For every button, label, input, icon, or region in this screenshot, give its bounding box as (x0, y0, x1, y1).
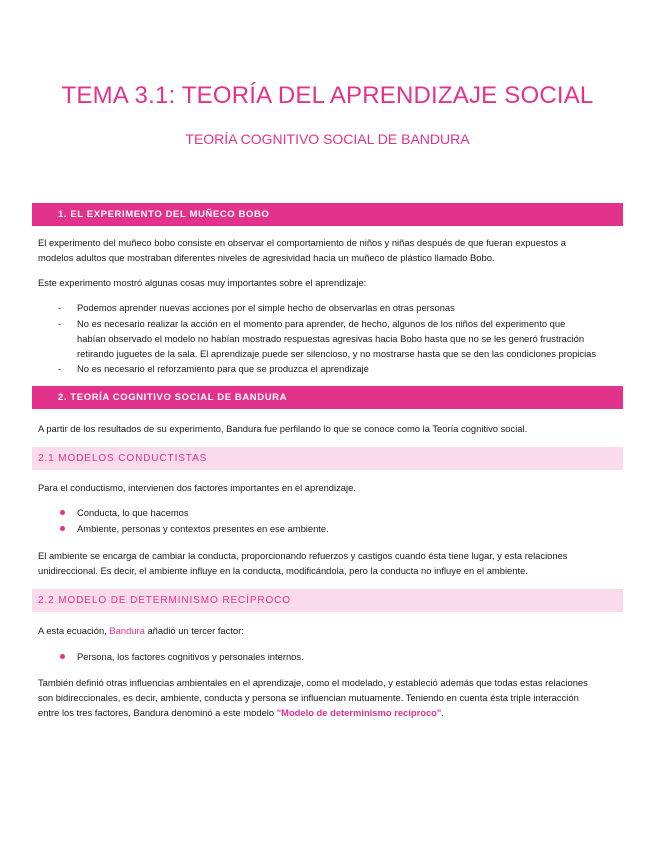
paragraph-influencias-line3-post: . (441, 707, 444, 718)
page-subtitle: TEORÍA COGNITIVO SOCIAL DE BANDURA (185, 131, 470, 147)
bullet-item: Ambiente, personas y contextos presentes en ese ambiente. (77, 523, 329, 534)
subsection-heading-conductistas: 2.1 MODELOS CONDUCTISTAS (32, 447, 623, 470)
modelo-determinismo-highlight: "Modelo de determinismo recíproco" (276, 707, 442, 718)
bullet-item: Persona, los factores cognitivos y personales internos. (77, 651, 304, 662)
list-item: No es necesario realizar la acción en el momento para aprender, de hecho, algunos de los niños del experimento que (77, 318, 566, 329)
list-item: Podemos aprender nuevas acciones por el simple hecho de observarlas en otras personas (77, 302, 455, 313)
bandura-highlight: Bandura (109, 625, 145, 636)
paragraph-ecuacion-post: añadió un tercer factor: (144, 625, 244, 636)
paragraph-influencias-line1: También definió otras influencias ambientales en el aprendizaje, como el modelado, y estableció además que todas estas relaciones (38, 677, 588, 688)
list-dash-marker: - (58, 318, 62, 329)
paragraph-teoria-intro: A partir de los resultados de su experimento, Bandura fue perfilando lo que se conoce como la Teoría cognitivo social. (38, 423, 528, 434)
paragraph-aprendizaje-intro: Este experimento mostró algunas cosas muy importantes sobre el aprendizaje: (38, 277, 367, 288)
bullet-item: Conducta, lo que hacemos (77, 507, 189, 518)
section-heading-experimento: 1. EL EXPERIMENTO DEL MUÑECO BOBO (32, 203, 623, 226)
paragraph-ambiente-line2: unidireccional. Es decir, el ambiente influye en la conducta, modificándola, pero la conducta no influye en el ambiente. (38, 565, 528, 576)
paragraph-influencias-line3-pre: entre los tres factores, Bandura denominó a este modelo (38, 707, 277, 718)
list-dash-marker: - (58, 363, 62, 374)
list-item-continuation: retirando juguetes de la sala. El aprendizaje puede ser silencioso, y no mostrarse hasta que se den las condiciones propicias (77, 348, 597, 359)
page-title: TEMA 3.1: TEORÍA DEL APRENDIZAJE SOCIAL (61, 82, 594, 109)
bullet-dot (60, 510, 65, 515)
paragraph-experimento-line1: El experimento del muñeco bobo consiste en observar el comportamiento de niños y niñas después de que fueran expuestos a (38, 237, 566, 248)
paragraph-ecuacion (38, 623, 623, 638)
paragraph-experimento-line2: modelos adultos que mostraban diferentes niveles de agresividad hacia un muñeco de plástico llamado Bobo. (38, 252, 495, 263)
bullet-dot (60, 526, 65, 531)
bullet-dot (60, 654, 65, 659)
list-dash-marker: - (58, 302, 62, 313)
paragraph-influencias-line3 (38, 705, 623, 720)
paragraph-ecuacion-pre: A esta ecuación, (38, 625, 110, 636)
list-item-continuation: habían observado el modelo no habían mostrado respuestas agresivas hacia Bobo hasta que no se les generó frustración (77, 333, 585, 344)
subsection-heading-determinismo: 2.2 MODELO DE DETERMINISMO RECÍPROCO (32, 589, 623, 612)
section-heading-teoria: 2. TEORÍA COGNITIVO SOCIAL DE BANDURA (32, 386, 623, 409)
list-item: No es necesario el reforzamiento para que se produzca el aprendizaje (77, 363, 369, 374)
paragraph-ambiente-line1: El ambiente se encarga de cambiar la conducta, proporcionando refuerzos y castigos cuando ésta tiene lugar, y esta relaciones (38, 550, 568, 561)
paragraph-conductismo: Para el conductismo, intervienen dos factores importantes en el aprendizaje. (38, 482, 356, 493)
paragraph-influencias-line2: son bidireccionales, es decir, ambiente, conducta y persona se influencian mutuamente. Teniendo en cuenta ésta triple interacción (38, 692, 579, 703)
